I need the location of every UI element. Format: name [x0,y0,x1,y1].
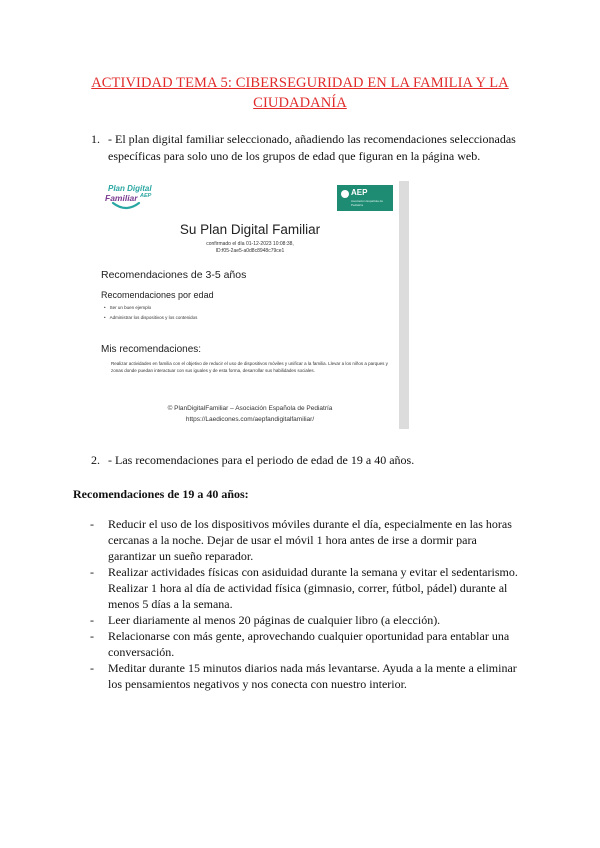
recommendation-3-marker: - [90,613,94,627]
screenshot-footer-url: https://Laedicones.com/aepfandigitalfamiliar/ [185,416,315,423]
recommendation-4-line: Relacionarse con más gente, aprovechando cualquier oportunidad para entablar una [108,629,510,643]
recommendation-1-line: Reducir el uso de los dispositivos móviles durante el día, especialmente en las horas [108,517,512,531]
recommendation-5-line: los pensamientos negativos y nos conecta con nuestro interior. [108,677,407,691]
recommendation-3 [108,612,528,628]
screenshot-age-heading: Recomendaciones de 3-5 años [101,269,247,281]
recommendation-2-line: Realizar 1 hora al día de actividad física (gimnasio, correr, fútbol, pádel) durante al [108,581,508,595]
aep-circle-icon [341,190,349,198]
screenshot-footer-copyright: © PlanDigitalFamiliar – Asociación Española de Pediatría [167,405,333,412]
item-1-text: - El plan digital familiar seleccionado, añadiendo las recomendaciones seleccionadas específicas para solo uno de los grupos de edad que figuran en la página web. [108,132,516,163]
recommendation-5 [108,660,528,692]
section-heading: Recomendaciones de 19 a 40 años: [73,487,249,501]
aep-badge-text: AEP [351,188,368,197]
item-2-number: 2. [91,453,100,467]
screenshot-by-age-item: • Administrar los dispositivos y los contenidos [104,315,197,320]
recommendation-2-marker: - [90,565,94,579]
recommendation-2 [108,564,528,612]
recommendation-5-line: Meditar durante 15 minutos diarios nada más levantarse. Ayuda a la mente a eliminar [108,661,517,675]
screenshot-page [101,181,399,429]
recommendation-4-line: conversación. [108,645,175,659]
screenshot-mis-heading: Mis recomendaciones: [101,344,202,355]
recommendation-3-line: Leer diariamente al menos 20 páginas de cualquier libro (a elección). [108,613,441,627]
recommendation-1 [108,516,528,564]
logo-familiar: Familiar [105,193,138,203]
embedded-screenshot [101,181,409,429]
document-title: ACTIVIDAD TEMA 5: CIBERSEGURIDAD EN LA FAMILIA Y LA CIUDADANÍA [91,75,509,111]
recommendation-4 [108,628,528,660]
item-2-text: - Las recomendaciones para el periodo de edad de 19 a 40 años. [108,453,415,467]
recommendation-1-marker: - [90,517,94,531]
screenshot-scroll-margin [399,181,409,429]
logo-line1: Plan Digital [108,184,152,193]
screenshot-meta-date: confirmado el día 01-12-2023 10:08:38, [206,241,294,247]
recommendation-1-line: cercanas a la noche. Dejar de usar el móvil 1 hora antes de irse a dormir para [108,533,477,547]
aep-badge [337,185,393,211]
screenshot-by-age-heading: Recomendaciones por edad [101,290,214,300]
aep-badge-subtext: Asociación Española de Pediatría [351,199,384,207]
recommendation-4-marker: - [90,629,94,643]
screenshot-by-age-item: • Ser un buen ejemplo [104,305,151,310]
item-1-number: 1. [91,132,100,146]
screenshot-meta-id: ID:f05-2ae5-a0d8c8948c79ce1 [215,248,285,254]
screenshot-mis-text: Realizar actividades en familia con el objetivo de reducir el uso de dispositivos móviles y unificar a la familia. Llevar a los niños a parques y zonas donde puedan interactuar con sus iguales y de esta forma, desarrollar sus habilidades sociales. [111,361,388,373]
screenshot-heading: Su Plan Digital Familiar [179,222,321,237]
recommendation-2-line: menos 5 días a la semana. [108,597,233,611]
smile-icon [111,201,141,211]
plan-digital-familiar-logo [105,184,161,216]
recommendation-1-line: garantizar un sueño reparador. [108,549,254,563]
recommendation-5-marker: - [90,661,94,675]
recommendation-2-line: Realizar actividades físicas con asiduidad durante la semana y evitar el sedentarismo. [108,565,518,579]
logo-aep: AEP [139,193,152,199]
